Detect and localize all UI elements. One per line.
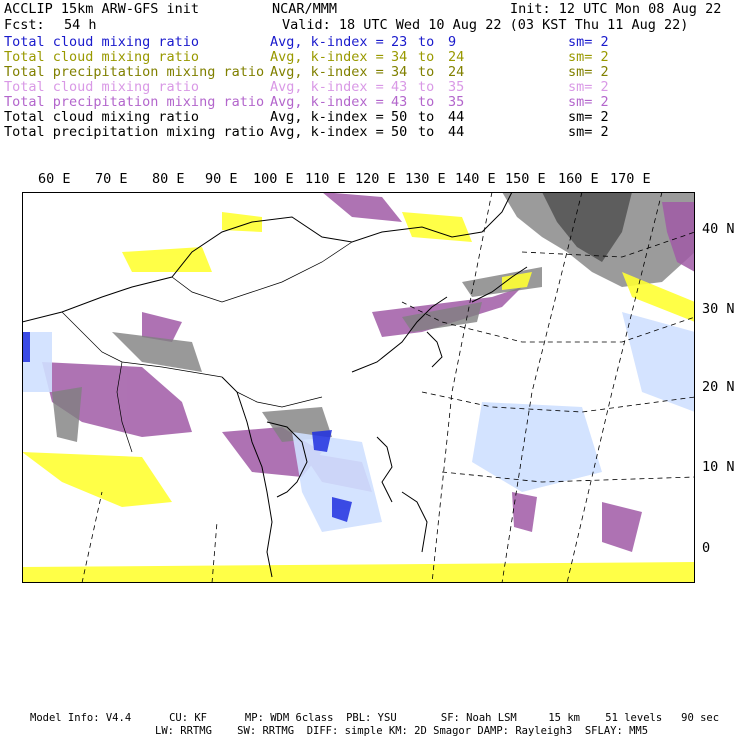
legend-k-to: 44 bbox=[448, 124, 465, 140]
legend-smoothing: sm= 2 bbox=[568, 124, 609, 140]
legend-smoothing: sm= 2 bbox=[568, 34, 609, 50]
lat-label: 30 N bbox=[702, 301, 735, 317]
lat-label: 20 N bbox=[702, 379, 735, 395]
lat-label: 40 N bbox=[702, 221, 735, 237]
legend-k-to: 35 bbox=[448, 94, 465, 110]
lon-label: 130 E bbox=[405, 171, 446, 187]
footer-model-info: Model Info: V4.4 CU: KF MP: WDM 6class PBL: YSU SF: Noah LSM 15 km 51 levels 90 sec bbox=[30, 712, 720, 724]
legend-field-name: Total cloud mixing ratio bbox=[4, 109, 200, 125]
lon-label: 110 E bbox=[305, 171, 346, 187]
valid-time: Valid: 18 UTC Wed 10 Aug 22 (03 KST Thu 11 Aug 22) bbox=[282, 17, 689, 33]
legend-field-name: Total precipitation mixing ratio bbox=[4, 94, 265, 110]
legend-k-from: 50 bbox=[391, 109, 408, 125]
legend-k-to: 24 bbox=[448, 64, 465, 80]
fcst-value: 54 h bbox=[64, 17, 97, 33]
legend-to-word: to bbox=[418, 49, 435, 65]
legend-field-name: Total cloud mixing ratio bbox=[4, 49, 200, 65]
lon-label: 150 E bbox=[505, 171, 546, 187]
legend-k-from: 34 bbox=[391, 64, 408, 80]
legend-avg-label: Avg, k-index = bbox=[270, 49, 384, 65]
legend-field-name: Total precipitation mixing ratio bbox=[4, 64, 265, 80]
weather-map bbox=[22, 192, 695, 583]
lon-label: 80 E bbox=[152, 171, 185, 187]
legend-k-from: 43 bbox=[391, 79, 408, 95]
footer-physics-info: LW: RRTMG SW: RRTMG DIFF: simple KM: 2D Smagor DAMP: Rayleigh3 SFLAY: MM5 bbox=[155, 725, 649, 737]
legend-k-from: 43 bbox=[391, 94, 408, 110]
legend-k-from: 23 bbox=[391, 34, 408, 50]
legend-k-from: 50 bbox=[391, 124, 408, 140]
lon-label: 160 E bbox=[558, 171, 599, 187]
lon-label: 100 E bbox=[253, 171, 294, 187]
lon-label: 70 E bbox=[95, 171, 128, 187]
legend-avg-label: Avg, k-index = bbox=[270, 64, 384, 80]
legend-k-to: 9 bbox=[448, 34, 457, 50]
legend-k-to: 35 bbox=[448, 79, 465, 95]
legend-avg-label: Avg, k-index = bbox=[270, 124, 384, 140]
legend-avg-label: Avg, k-index = bbox=[270, 94, 384, 110]
legend-smoothing: sm= 2 bbox=[568, 79, 609, 95]
legend-smoothing: sm= 2 bbox=[568, 109, 609, 125]
legend-to-word: to bbox=[418, 94, 435, 110]
fcst-label: Fcst: bbox=[4, 17, 45, 33]
lat-label: 0 bbox=[702, 540, 711, 556]
legend-field-name: Total precipitation mixing ratio bbox=[4, 124, 265, 140]
lon-label: 120 E bbox=[355, 171, 396, 187]
legend-field-name: Total cloud mixing ratio bbox=[4, 34, 200, 50]
legend-to-word: to bbox=[418, 64, 435, 80]
legend-avg-label: Avg, k-index = bbox=[270, 109, 384, 125]
legend-avg-label: Avg, k-index = bbox=[270, 34, 384, 50]
legend-avg-label: Avg, k-index = bbox=[270, 79, 384, 95]
legend-k-from: 34 bbox=[391, 49, 408, 65]
lon-label: 90 E bbox=[205, 171, 238, 187]
legend-to-word: to bbox=[418, 79, 435, 95]
lon-label: 60 E bbox=[38, 171, 71, 187]
org-label: NCAR/MMM bbox=[272, 1, 338, 17]
lat-label: 10 N bbox=[702, 459, 735, 475]
legend-k-to: 44 bbox=[448, 109, 465, 125]
init-time: Init: 12 UTC Mon 08 Aug 22 bbox=[510, 1, 722, 17]
legend-smoothing: sm= 2 bbox=[568, 94, 609, 110]
legend-to-word: to bbox=[418, 34, 435, 50]
model-title: ACCLIP 15km ARW-GFS init bbox=[4, 1, 200, 17]
lon-label: 170 E bbox=[610, 171, 651, 187]
legend-smoothing: sm= 2 bbox=[568, 64, 609, 80]
legend-k-to: 24 bbox=[448, 49, 465, 65]
legend-to-word: to bbox=[418, 109, 435, 125]
legend-to-word: to bbox=[418, 124, 435, 140]
legend-field-name: Total cloud mixing ratio bbox=[4, 79, 200, 95]
legend-smoothing: sm= 2 bbox=[568, 49, 609, 65]
lon-label: 140 E bbox=[455, 171, 496, 187]
